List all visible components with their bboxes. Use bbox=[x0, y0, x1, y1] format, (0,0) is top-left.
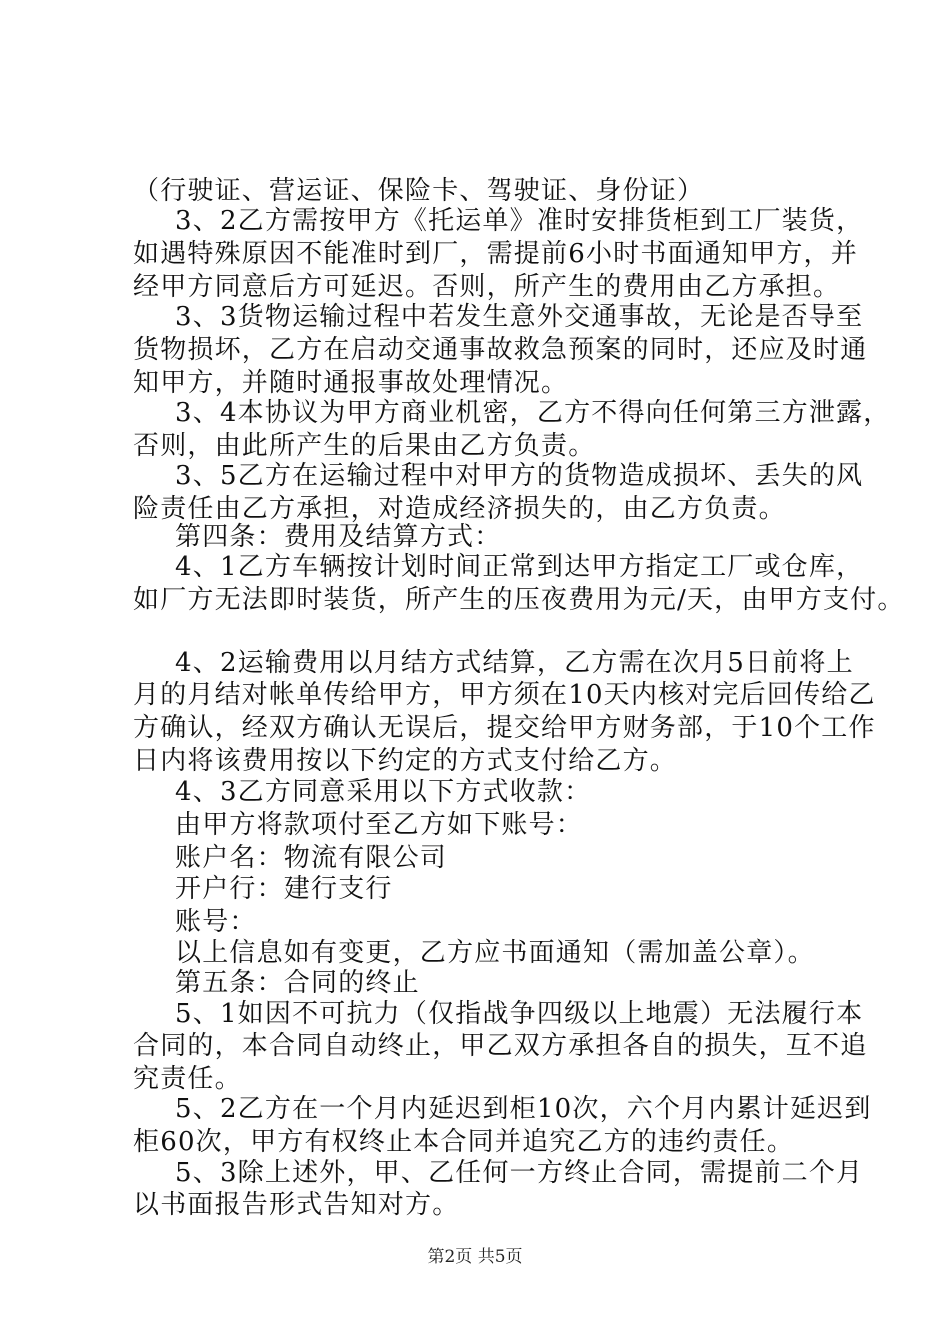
text-line: 险责任由乙方承担，对造成经济损失的，由乙方负责。 bbox=[133, 494, 786, 524]
text-line: 如厂方无法即时装货，所产生的压夜费用为元/天，由甲方支付。 bbox=[133, 585, 905, 615]
text-line: 以上信息如有变更，乙方应书面通知（需加盖公章）。 bbox=[175, 938, 815, 968]
text-line: 3、3货物运输过程中若发生意外交通事故，无论是否导至 bbox=[175, 302, 864, 332]
text-line: 3、5乙方在运输过程中对甲方的货物造成损坏、丢失的风 bbox=[175, 461, 864, 491]
text-line: 5、3除上述外，甲、乙任何一方终止合同，需提前二个月 bbox=[175, 1158, 864, 1188]
text-line: 4、2运输费用以月结方式结算，乙方需在次月5日前将上 bbox=[175, 648, 854, 678]
text-line: 合同的，本合同自动终止，甲乙双方承担各自的损失，互不追 bbox=[133, 1031, 868, 1061]
text-line: 3、4本协议为甲方商业机密，乙方不得向任何第三方泄露， bbox=[175, 398, 891, 428]
text-line: 究责任。 bbox=[133, 1064, 242, 1094]
text-line: 账户名：物流有限公司 bbox=[175, 843, 448, 873]
text-line: 日内将该费用按以下约定的方式支付给乙方。 bbox=[133, 746, 678, 776]
text-line: 账号： bbox=[175, 907, 257, 937]
section-heading: 第五条：合同的终止 bbox=[175, 968, 420, 998]
text-line: 5、2乙方在一个月内延迟到柜10次，六个月内累计延迟到 bbox=[175, 1094, 872, 1124]
text-line: 知甲方，并随时通报事故处理情况。 bbox=[133, 368, 569, 398]
text-line: 4、1乙方车辆按计划时间正常到达甲方指定工厂或仓库， bbox=[175, 552, 864, 582]
text-line: 如遇特殊原因不能准时到厂，需提前6小时书面通知甲方，并 bbox=[133, 239, 858, 269]
text-line: 方确认，经双方确认无误后，提交给甲方财务部，于10个工作 bbox=[133, 713, 876, 743]
text-line: 柜60次，甲方有权终止本合同并追究乙方的违约责任。 bbox=[133, 1127, 795, 1157]
text-line: 货物损坏，乙方在启动交通事故救急预案的同时，还应及时通 bbox=[133, 335, 868, 365]
text-line: 经甲方同意后方可延迟。否则，所产生的费用由乙方承担。 bbox=[133, 272, 841, 302]
text-line: 以书面报告形式告知对方。 bbox=[133, 1190, 460, 1220]
section-heading: 第四条：费用及结算方式： bbox=[175, 522, 502, 552]
text-line: 3、2乙方需按甲方《托运单》准时安排货柜到工厂装货， bbox=[175, 206, 864, 236]
text-line: 4、3乙方同意采用以下方式收款： bbox=[175, 777, 592, 807]
text-line: 5、1如因不可抗力（仅指战争四级以上地震）无法履行本 bbox=[175, 999, 864, 1029]
text-line: 由甲方将款项付至乙方如下账号： bbox=[175, 810, 584, 840]
text-line: 月的月结对帐单传给甲方，甲方须在10天内核对完后回传给乙 bbox=[133, 680, 876, 710]
text-line: 开户行：建行支行 bbox=[175, 874, 393, 904]
text-line: （行驶证、营运证、保险卡、驾驶证、身份证） bbox=[133, 176, 705, 206]
text-line: 否则，由此所产生的后果由乙方负责。 bbox=[133, 431, 596, 461]
page-footer: 第2页 共5页 bbox=[427, 1247, 523, 1267]
